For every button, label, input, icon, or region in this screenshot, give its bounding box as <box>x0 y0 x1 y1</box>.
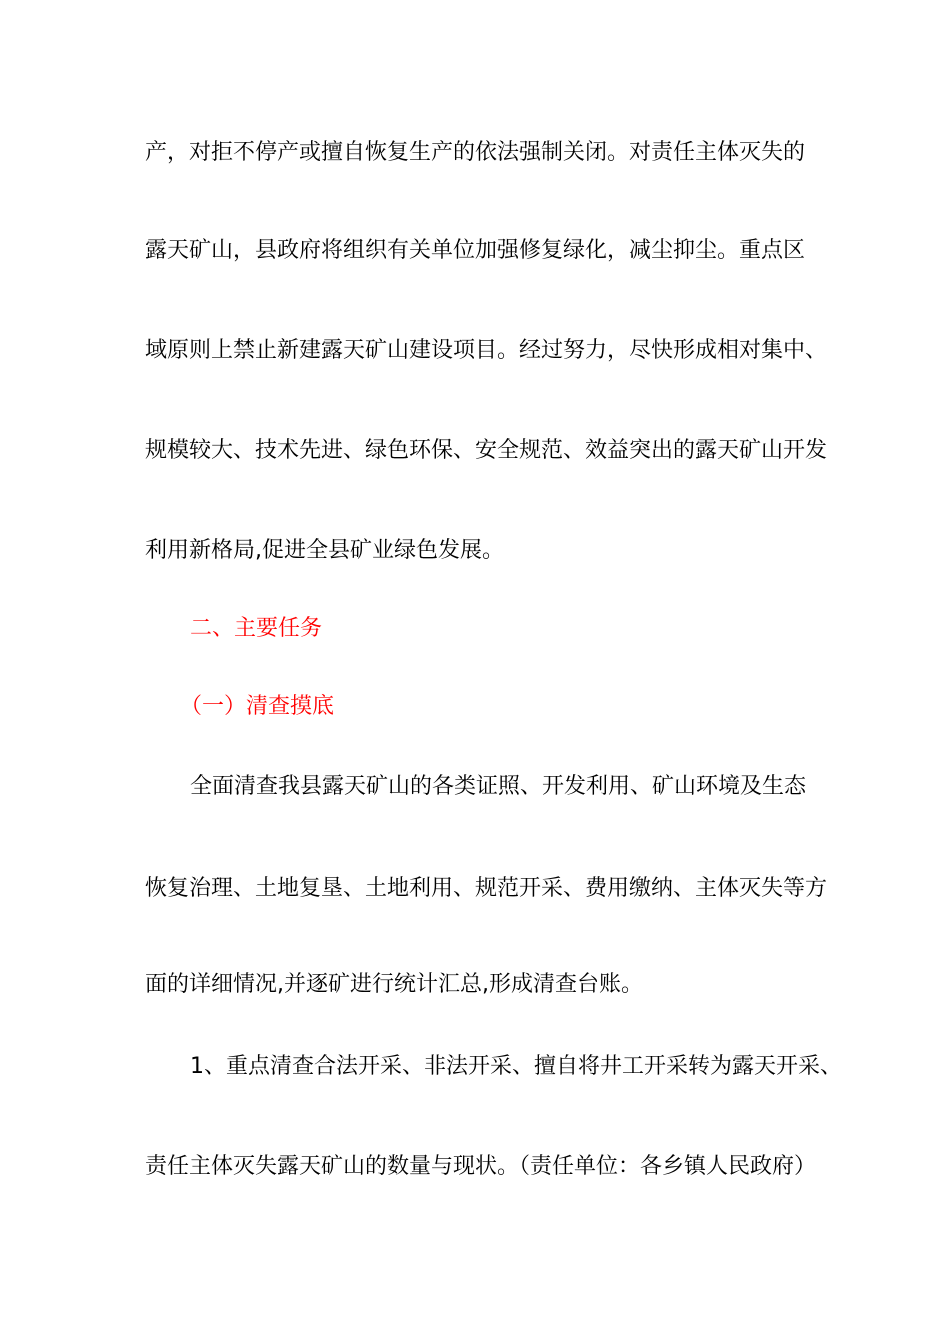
body-text-line: 1、重点清查合法开采、非法开采、擅自将井工开采转为露天开采、 <box>190 1054 842 1079</box>
section-heading: 二、主要任务 <box>190 616 323 641</box>
body-text-line: 域原则上禁止新建露天矿山建设项目。经过努力，尽快形成相对集中、 <box>145 338 828 363</box>
body-text-line: 规模较大、技术先进、绿色环保、安全规范、效益突出的露天矿山开发 <box>145 438 828 463</box>
subsection-heading: （一）清查摸底 <box>180 694 335 719</box>
body-text-line: 产，对拒不停产或擅自恢复生产的依法强制关闭。对责任主体灭失的 <box>145 140 806 165</box>
body-text-line: 露天矿山，县政府将组织有关单位加强修复绿化，减尘抑尘。重点区 <box>145 238 806 263</box>
body-text-line: 面的详细情况,并逐矿进行统计汇总,形成清查台账。 <box>145 972 643 997</box>
body-text-line: 利用新格局,促进全县矿业绿色发展。 <box>145 538 504 563</box>
body-text-line: 恢复治理、土地复垦、土地利用、规范开采、费用缴纳、主体灭失等方 <box>145 876 828 901</box>
body-text-line: 全面清查我县露天矿山的各类证照、开发利用、矿山环境及生态 <box>190 774 807 799</box>
body-text-line: 责任主体灭失露天矿山的数量与现状。（责任单位：各乡镇人民政府） <box>145 1154 817 1179</box>
